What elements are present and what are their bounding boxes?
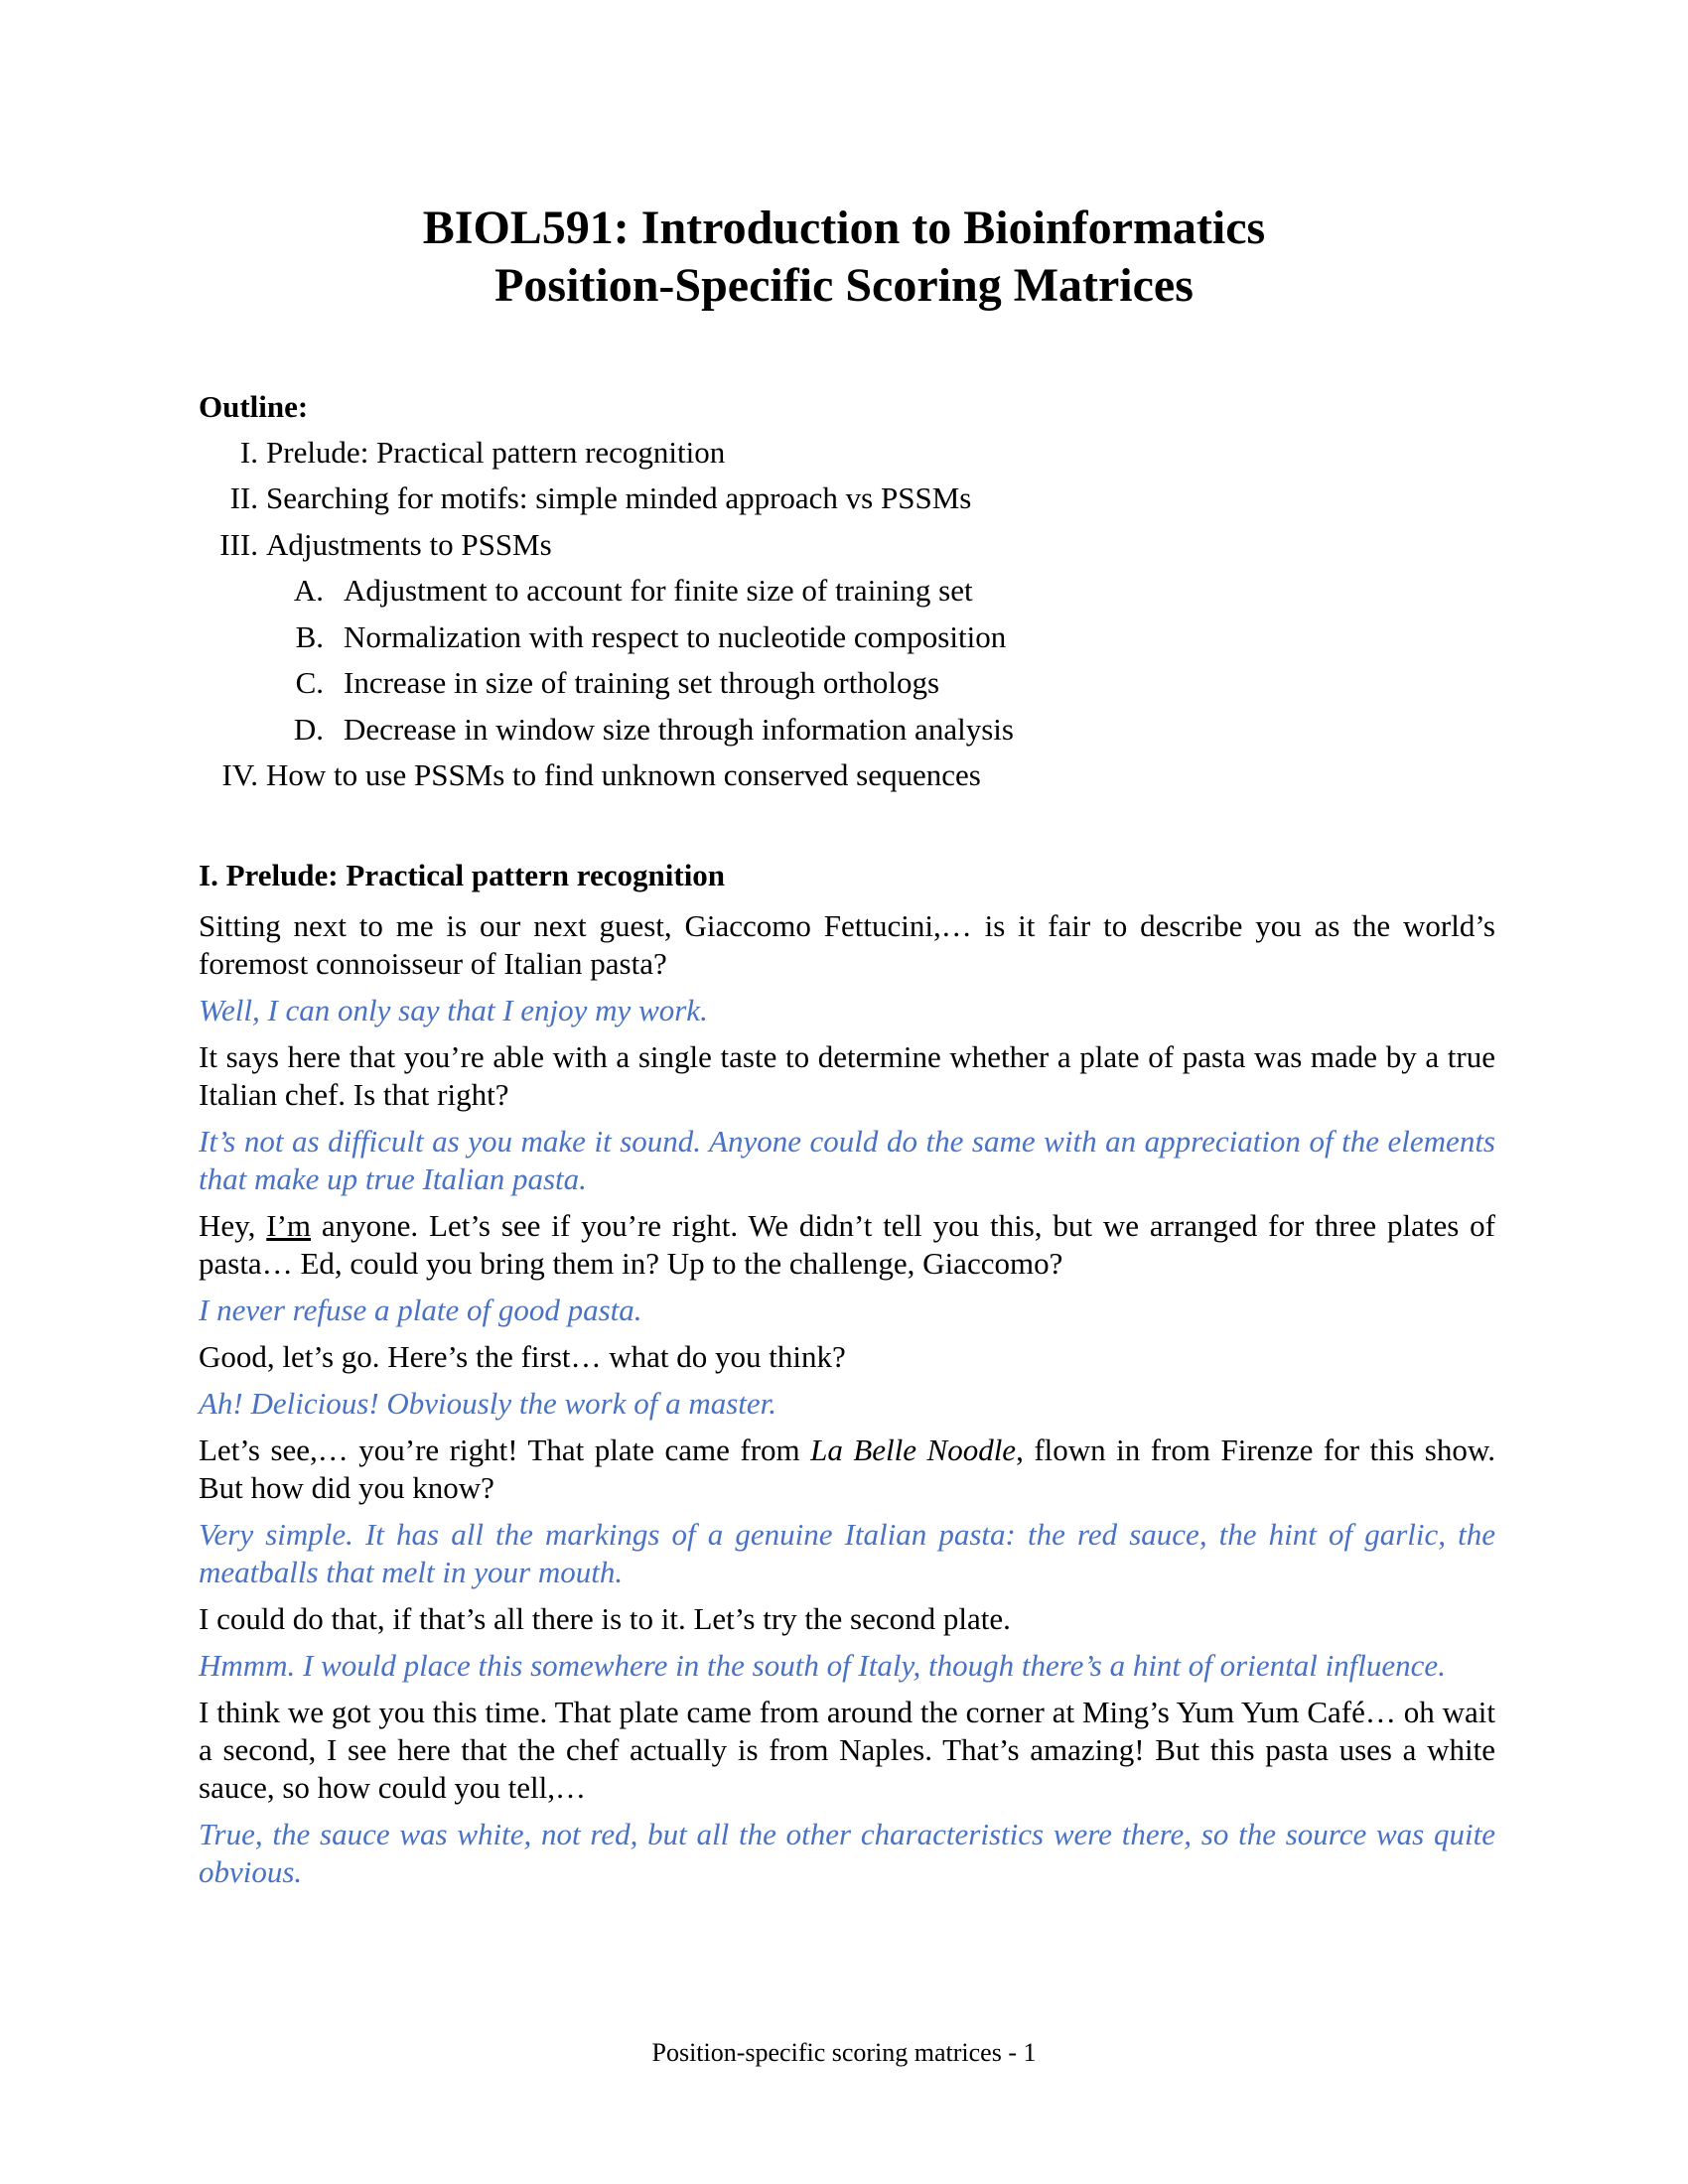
outline-subitem [288, 710, 1014, 750]
guest-line: Very simple. It has all the markings of a genuine Italian pasta: the red sauce, the hint of garlic, the meatballs that melt in your mouth. [199, 1517, 1495, 1589]
outline-item-number: IV. [221, 757, 258, 792]
outline-subitem [288, 617, 1006, 657]
outline-item [199, 433, 725, 473]
outline-item-number: D. [293, 712, 324, 747]
outline-heading: Outline: [199, 389, 309, 424]
document-title: Position-Specific Scoring Matrices [494, 259, 1194, 312]
guest-line: Hmmm. I would place this somewhere in the south of Italy, though there’s a hint of oriental influence. [199, 1648, 1446, 1683]
outline-item-text: Prelude: Practical pattern recognition [266, 435, 726, 470]
guest-line: Well, I can only say that I enjoy my work. [199, 993, 708, 1027]
outline-subitem [288, 663, 939, 703]
page-footer: Position-specific scoring matrices - 1 [651, 2038, 1037, 2067]
text-span: Hey, [199, 1208, 267, 1243]
section-heading: I. Prelude: Practical pattern recognition [199, 858, 726, 892]
interviewer-line: Good, let’s go. Here’s the first… what do you think? [199, 1339, 846, 1374]
outline-item-number: II. [229, 480, 258, 515]
outline-item-text: Adjustments to PSSMs [266, 527, 552, 562]
outline-item-number: C. [295, 665, 324, 700]
outline-item-text: Normalization with respect to nucleotide composition [344, 619, 1007, 654]
interviewer-line: It says here that you’re able with a single taste to determine whether a plate of pasta was made by a true Italian chef. Is that right? [199, 1039, 1495, 1112]
interviewer-line [199, 1432, 1495, 1507]
outline-item-text: Searching for motifs: simple minded approach vs PSSMs [266, 480, 972, 515]
text-span: , flown in from Firenze for this show. But how did you know? [199, 1433, 1495, 1505]
interviewer-line: Sitting next to me is our next guest, Giaccomo Fettucini,… is it fair to describe you as the world’s foremost connoisseur of Italian pasta? [199, 908, 1495, 981]
outline-item [199, 525, 552, 565]
interviewer-line: I think we got you this time. That plate came from around the corner at Ming’s Yum Yum Café… oh wait a second, I see here that the chef actually is from Naples. That’s amazing! But this pasta uses a white sauce, so how could you tell,… [199, 1695, 1495, 1805]
interviewer-line: I could do that, if that’s all there is to it. Let’s try the second plate. [199, 1601, 1011, 1636]
outline-item-number: I. [239, 435, 258, 470]
interviewer-line [199, 1207, 1495, 1283]
guest-line: Ah! Delicious! Obviously the work of a master. [199, 1386, 777, 1421]
text-span: anyone. Let’s see if you’re right. We didn’t tell you this, but we arranged for three plates of pasta… Ed, could you bring them in? Up to the challenge, Giaccomo? [199, 1208, 1495, 1281]
outline-item-number: B. [295, 619, 324, 654]
outline-item-text: How to use PSSMs to find unknown conserved sequences [266, 757, 981, 792]
outline-item [199, 755, 981, 795]
guest-line: It’s not as difficult as you make it sound. Anyone could do the same with an appreciation of the elements that make up true Italian pasta. [199, 1124, 1495, 1196]
outline-item-text: Increase in size of training set through orthologs [344, 665, 940, 700]
dialogue-body [199, 907, 1495, 1900]
outline-item-text: Decrease in window size through information analysis [344, 712, 1014, 747]
underlined-word: I’m [266, 1208, 312, 1243]
outline-item [199, 478, 971, 518]
outline-item-number: III. [219, 527, 258, 562]
guest-line: True, the sauce was white, not red, but all the other characteristics were there, so the source was quite obvious. [199, 1817, 1495, 1889]
outline-subitem [288, 571, 973, 611]
outline-item-number: A. [293, 573, 324, 608]
course-title: BIOL591: Introduction to Bioinformatics [422, 202, 1266, 254]
guest-line: I never refuse a plate of good pasta. [199, 1293, 642, 1327]
restaurant-name: La Belle Noodle [810, 1433, 1017, 1467]
text-span: Let’s see,… you’re right! That plate came from [199, 1433, 811, 1467]
outline-item-text: Adjustment to account for finite size of training set [344, 573, 973, 608]
